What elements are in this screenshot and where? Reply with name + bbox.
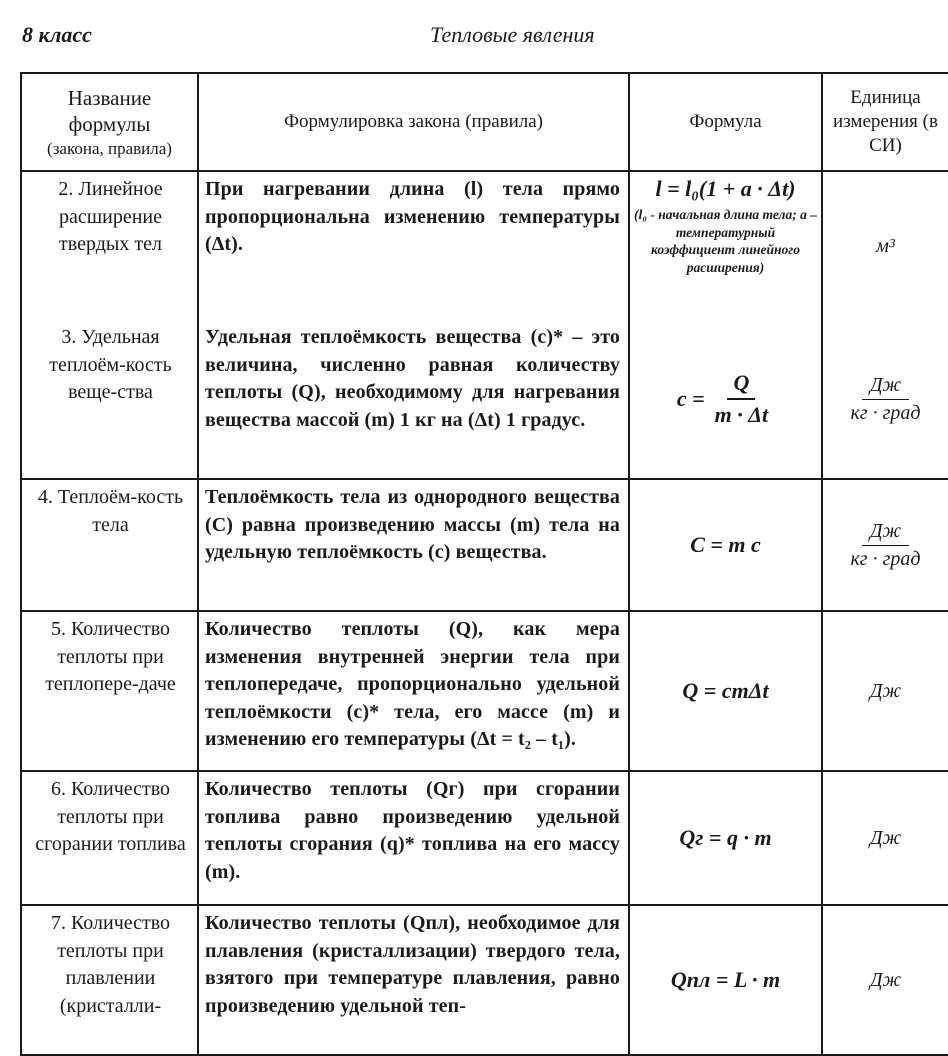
row-unit: Дж [822, 905, 948, 1055]
row-law: При нагревании длина (l) тела прямо пропорциональна изменению температуры (Δt). [198, 171, 629, 320]
unit-numerator: Дж [862, 520, 909, 546]
row-formula: Qг = q · m [629, 771, 822, 905]
row-law: Удельная теплоёмкость вещества (с)* – это величина, численно равная количеству теплоты (Q), необходимому для нагревания вещества массой (m) 1 кг на (Δt) 1 градус. [198, 320, 629, 479]
row-name: 4. Теплоём-кость тела [21, 479, 198, 611]
row-name: 3. Удельная теплоём-кость веще-ства [21, 320, 198, 479]
unit-denominator: кг · град [850, 401, 921, 424]
unit-denominator: кг · град [850, 547, 921, 570]
formula-note: (l₀ - начальная длина тела; a – температурный коэффициент линейного расширения) [634, 207, 817, 275]
row-unit: м³ [822, 171, 948, 320]
table-row [21, 611, 948, 771]
header-law: Формулировка закона (правила) [198, 73, 629, 171]
header-unit: Единица измерения (в СИ) [822, 73, 948, 171]
row-name: 2. Линейное расширение твердых тел [21, 171, 198, 320]
row-formula [629, 171, 822, 320]
row-law: Теплоёмкость тела из однородного вещества (С) равна произведению массы (m) тела на удельную теплоёмкость (с) вещества. [198, 479, 629, 611]
row-formula: C = m c [629, 479, 822, 611]
grade-label: 8 класс [22, 22, 92, 47]
header-name [21, 73, 198, 171]
row-name: 7. Количество теплоты при плавлении (кристалли- [21, 905, 198, 1055]
row-law: Количество теплоты (Q), как мера изменения внутренней энергии тела при теплопередаче, пропорционально удельной теплоёмкости (с)* тела, его массе (m) и изменению его температуры (Δt = t₂ – t₁). [198, 611, 629, 771]
table-row [21, 905, 948, 1055]
formulas-table [20, 72, 948, 1056]
unit-numerator: Дж [862, 374, 909, 400]
formula-numerator: Q [727, 370, 755, 400]
table-header-row [21, 73, 948, 171]
row-name: 5. Количество теплоты при теплопере-даче [21, 611, 198, 771]
table-row [21, 171, 948, 320]
header-formula: Формула [629, 73, 822, 171]
formula-fraction [709, 370, 775, 428]
topic-title: Тепловые явления [430, 22, 595, 47]
row-unit: Дж [822, 611, 948, 771]
formula-lhs: c = [676, 386, 705, 411]
row-unit [822, 320, 948, 479]
unit-fraction [844, 374, 926, 425]
row-formula [629, 320, 822, 479]
row-formula: Q = cmΔt [629, 611, 822, 771]
formula-denominator: m · Δt [714, 402, 769, 427]
row-law: Количество теплоты (Qпл), необходимое для плавления (кристаллизации) твердого тела, взятого при температуре плавления, равно произведению удельной теп- [198, 905, 629, 1055]
row-law: Количество теплоты (Qг) при сгорании топлива равно произведению удельной теплоты сгорания (q)* топлива на его массу (m). [198, 771, 629, 905]
unit-fraction [844, 520, 926, 571]
row-unit: Дж [822, 771, 948, 905]
table-row [21, 479, 948, 611]
row-name: 6. Количество теплоты при сгорании топлива [21, 771, 198, 905]
table-row [21, 320, 948, 479]
row-formula: Qпл = L · m [629, 905, 822, 1055]
header-name-main: Название формулы [67, 86, 152, 137]
row-unit [822, 479, 948, 611]
header-name-sub: (закона, правила) [47, 138, 172, 158]
table-row [21, 771, 948, 905]
formula-text: l = l₀(1 + a · Δt) [655, 176, 796, 201]
